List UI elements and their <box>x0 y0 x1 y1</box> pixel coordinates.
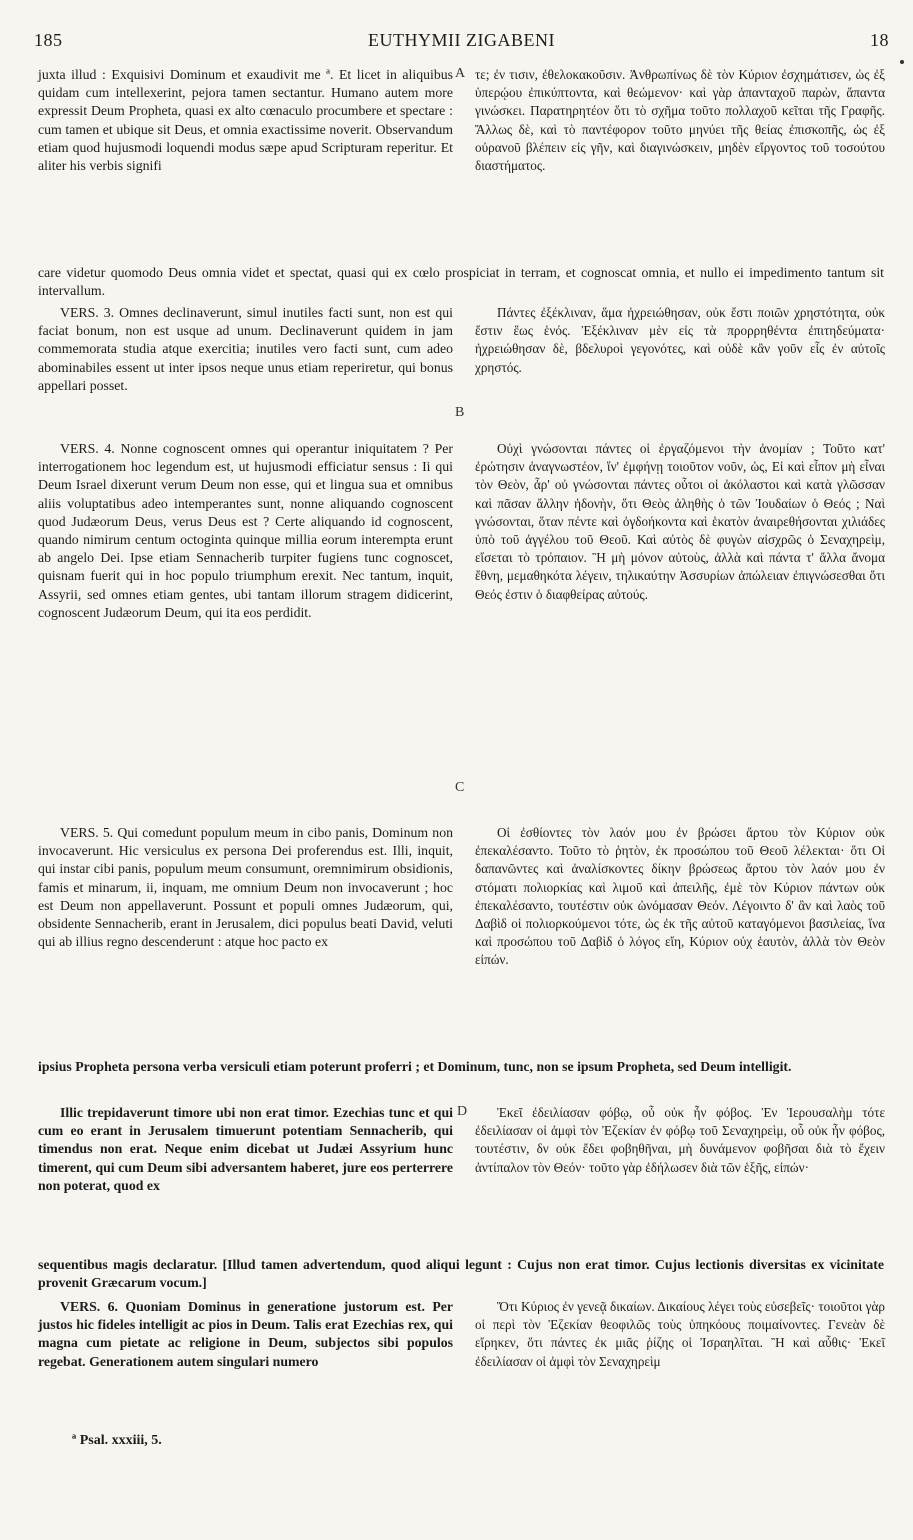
latin-paragraph: VERS. 4. Nonne cognoscent omnes qui operantur iniquitatem ? Per interrogationem hoc legendum est, ut hujusmodi efficiatur sensus : Ii qui Deum Israel dixerunt verum Deum non esse, qui et lingua sua et omnibus aliis voluptatibus adeo intemperantes sunt, nonne aliquando cognoscent quod Judæorum Deus, verus Deus est ? Certe aliquando id cognoscent, quando nimirum centum octoginta quinque millia eorum interempta erunt ab angelo Dei. Ipse etiam Sennacherib turpiter fugiens tunc cognoscet, quisnam fuerit qui in hoc populo triumphum erexit. Nec tantum, inquit, Assyrii, sed omnes etiam gentes, ubi tantam illorum stragem didicerint, cognoscent Judæorum Deum, qui ita eos perdidit. <box>38 441 453 620</box>
latin-paragraph: VERS. 5. Qui comedunt populum meum in cibo panis, Dominum non invocaverunt. Hic versiculus ex persona Dei proferendus est. Illi, inquit, qui instar cibi panis, populum meum consumunt, oremnimirum obsidionis, famis et minarum, ii, inquam, me omnium Deum non invocaverunt ; hoc est Deum non appellaverunt. Possunt et populi omnes Judæorum, qui, obsidente Sennacherib, erant in Jerusalem, dici populus beati David, veluti qui ab illius regno descenderunt : atque hoc pacto ex <box>38 825 453 950</box>
full-width-line-1 <box>38 264 884 300</box>
latin-column-block-1 <box>38 66 453 175</box>
latin-column-block-3 <box>38 440 453 622</box>
greek-column-block-6 <box>475 1298 885 1371</box>
greek-paragraph: Ἐκεῖ ἐδειλίασαν φόβῳ, οὗ οὐκ ἦν φόβος. Ἐν Ἱερουσαλὴμ τότε ἐδειλίασαν οἱ ἀμφὶ τὸν Ἐζεκίαν ἐν φόβῳ τοῦ Σεναχηρεὶμ, οὗ οὐκ ἦν φόβος, τουτέστιν, δν οὐκ ἔδει φοβηθῆναι, μὴ δυνάμενον φοβῆσαι διὰ τὸ ἔχειν ἀντίπαλον τὸν Θεόν· τοῦτο γὰρ ἐδήλωσεν διὰ τῶν ἑξῆς, εἰπών· <box>475 1105 885 1175</box>
right-page-number: 18 <box>870 30 889 50</box>
latin-paragraph: VERS. 6. Quoniam Dominus in generatione justorum est. Per justos hic fideles intelligit ac pios in Deum. Talis erat Ezechias rex, qui magna cum pietate ac religione in Deum, subjectos sibi populos regebat. Generationem autem singulari numero <box>38 1299 453 1369</box>
latin-column-block-5 <box>38 1104 453 1195</box>
latin-paragraph: VERS. 3. Omnes declinaverunt, simul inutiles facti sunt, non est qui faciat bonum, non est usque ad unum. Declinaverunt quidem in jam commemorata studia atque exercitia; inutiles vero facti sunt, cum adeo abominabiles essent ut inter ipsos neque unus etiam reperiretur, qui bonus appellari posset. <box>38 305 453 393</box>
full-width-text: care videtur quomodo Deus omnia videt et spectat, quasi qui ex cœlo prospiciat in terram, et cognoscat omnia, et nullo ei impedimento tantum sit intervallum. <box>38 265 884 299</box>
full-width-line-2 <box>38 1058 884 1076</box>
greek-column-block-4 <box>475 824 885 970</box>
greek-paragraph: Ὅτι Κύριος ἐν γενεᾷ δικαίων. Δικαίους λέγει τοὺς εὐσεβεῖς· τοιοῦτοι γὰρ οἱ περὶ τὸν Ἐζεκίαν θεοφιλῶς τοὺς ὑπηκόους ποιμαίνοντες. Γενεὰν δὲ εἴρηκεν, ὅτι πάντες ἐκ μιᾶς ῥίζης οἱ Ἰσραηλῖται. Ἢ καὶ αὖθις· Ἐκεῖ ἐδειλίασαν οἱ ἀμφὶ τὸν Σεναχηρεὶμ <box>475 1299 885 1369</box>
full-width-line-3 <box>38 1256 884 1292</box>
latin-column-block-4 <box>38 824 453 951</box>
full-width-text: ipsius Propheta persona verba versiculi etiam poterunt proferri ; et Dominum, tunc, non se ipsum Propheta, sed Deum intelligit. <box>38 1059 792 1074</box>
ink-dot <box>900 60 904 64</box>
greek-paragraph: Οἱ ἐσθίοντες τὸν λαόν μου ἐν βρώσει ἄρτου τὸν Κύριον οὐκ ἐπεκαλέσαντο. Τοῦτο τὸ ῥητὸν, ἐκ προσώπου τοῦ Θεοῦ λέλεκται· ὅτι Οἱ δαπανῶντες καὶ ἀναλίσκοντες δίκην βρώσεως ἄρτου τὸν λαόν μου ἐν στόματι πολιορκίας καὶ λιμοῦ καὶ ἀπειλῆς, ἐμὲ τὸν Κύριον πάντων οὐκ ἐπεκαλέσαντο, τουτέστιν οὐκ ὠνόμασαν Θεόν. Λέγοιντο δ' ἂν καὶ λαὸς τοῦ Δαβὶδ οἱ πολιορκούμενοι τότε, ὡς ἐκ τῆς αὐτοῦ καταγόμενοι βασιλείας, ἵνα καὶ προσώπου τοῦ Δαβὶδ ὁ λόγος εἴη, Κύριον οὐχ ἑαυτὸν, ἀλλὰ τὸν Θεὸν εἰπών. <box>475 825 885 968</box>
greek-column-block-2 <box>475 304 885 377</box>
greek-paragraph: Πάντες ἐξέκλιναν, ἅμα ἠχρειώθησαν, οὐκ ἔστι ποιῶν χρηστότητα, οὐκ ἔστιν ἕως ἑνός. Ἐξέκλιναν μὲν εἰς τὰ προρρηθέντα ἐπιτηδεύματα· ἠχρειώθησαν δὲ, βδελυροὶ γεγονότες, καὶ οὐδὲ κἂν γοῦν εἷς ἐν αὐτοῖς χρηστός. <box>475 305 885 375</box>
greek-column-block-5 <box>475 1104 885 1177</box>
footnote: ª Psal. xxxiii, 5. <box>72 1433 162 1448</box>
greek-column-block-1 <box>475 66 885 175</box>
latin-paragraph: juxta illud : Exquisivi Dominum et exaudivit me ª. Et licet in aliquibus quidam cum intellexerint, pejora tamen sectantur. Humano autem more expressit Deum Propheta, quasi ex alto cœnaculo procumbere et spectare : cum tamen et ubique sit Deus, et omnia exactissime noverit. Observandum etiam quod hujusmodi loquendi modus sæpe apud Scripturam reperitur. Et aliter his verbis signifi <box>38 67 453 174</box>
section-marker-b: B <box>455 405 465 420</box>
section-marker-a: A <box>455 66 466 81</box>
greek-column-block-3 <box>475 440 885 604</box>
latin-column-block-6 <box>38 1298 453 1371</box>
full-width-text: sequentibus magis declaratur. [Illud tamen advertendum, quod aliqui legunt : Cujus non erat timor. Cujus lectionis diversitas ex vicinitate provenit Græcarum vocum.] <box>38 1257 884 1291</box>
greek-paragraph: τε; ἐν τισιν, ἐθελοκακοῦσιν. Ἀνθρωπίνως δὲ τὸν Κύριον ἐσχημάτισεν, ὡς ἐξ ὑπερῴου ἐπικύπτοντα, καὶ θεώμενον· καὶ γὰρ ἁπανταχοῦ παρὼν, ἅπαντα γινώσκει. Παρατηρητέον ὅτι τὸ σχῆμα τοῦτο πολλαχοῦ κεῖται τῆς Γραφῆς. Ἄλλως δὲ, καὶ τὸ παντέφορον τοῦτο μηνύει τῆς θείας ἐπισκοπῆς, ὡς ἐξ οὐρανοῦ βλέπειν εἰς γῆν, καὶ διαγινώσκειν, μηδὲν εἴργοντος τοῦ τοσούτου διαστήματος. <box>475 67 885 174</box>
running-title: EUTHYMII ZIGABENI <box>368 30 555 50</box>
latin-paragraph: Illic trepidaverunt timore ubi non erat timor. Ezechias tunc et qui cum eo erant in Jerusalem timuerunt potentiam Sennacherib, qui timendus non erat. Neque enim dicebat ut Judæi Assyrium hunc timerent, qui cum Deum sibi adversantem haberet, jure eos perterrere non poterat, quod ex <box>38 1105 453 1193</box>
latin-column-block-2 <box>38 304 453 395</box>
left-page-number: 185 <box>34 30 63 50</box>
section-marker-c: C <box>455 780 465 795</box>
running-header <box>34 30 889 52</box>
section-marker-d: D <box>457 1104 468 1119</box>
greek-paragraph: Οὐχὶ γνώσονται πάντες οἱ ἐργαζόμενοι τὴν ἀνομίαν ; Τοῦτο κατ' ἐρώτησιν ἀναγνωστέον, ἵν' ἐμφήνῃ τοιοῦτον νοῦν, ὡς, Εἰ καὶ εἶπον μὴ εἶναι τὸν Θεὸν, ἆρ' οὐ γνώσονται πάντες οὗτοι οἱ ἀκόλαστοι καὶ κατὰ γλῶσσαν καὶ πᾶσαν ἄλλην ἡδονὴν, ὅτι Θεὸς ἀληθὴς ὁ τῶν Ἰουδαίων ὁ Θεός ; Ναὶ γνώσονται, ὅταν πέντε καὶ ὀγδοήκοντα καὶ ἑκατὸν ἀναιρεθήσονται χιλιάδες ὑπὸ τοῦ ἀγγέλου τοῦ Θεοῦ. Καὶ αὐτὸς δὲ φυγὼν αἰσχρῶς ὁ Σεναχηρεὶμ, εἴσεται τὸ τρόπαιον. Ἢ μὴ μόνον αὐτοὺς, ἀλλὰ καὶ πάντα τ' ἄλλα ἄνομα ἔθνη, μεμαθηκότα λέγειν, τηλικαύτην Ἀσσυρίων ἀπώλειαν ἐπιγνώσεσθαι ὅτι Θεός ἐστιν ὁ διαφθείρας αὐτούς. <box>475 441 885 602</box>
